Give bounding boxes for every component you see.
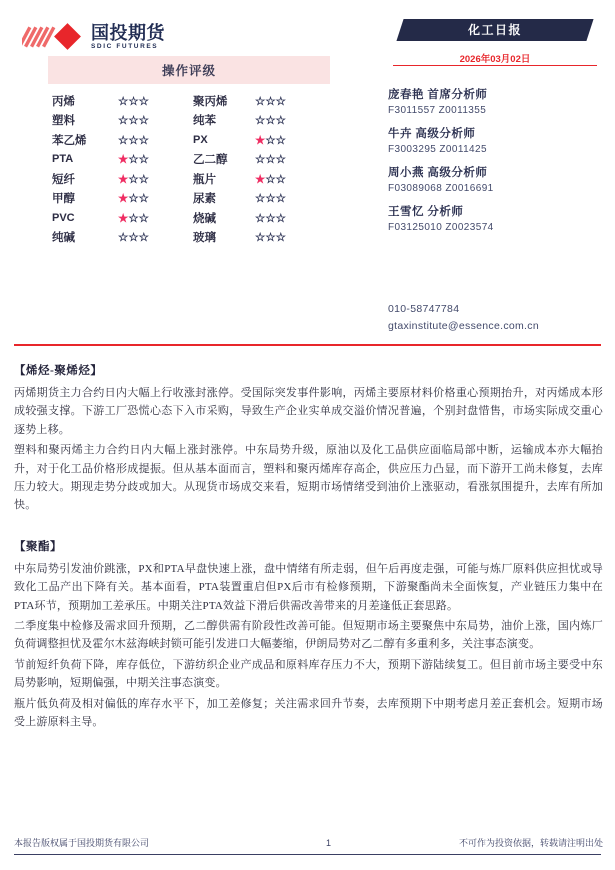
rating-item-name: 尿素 [193,193,216,206]
section-heading: 【烯烃-聚烯烃】 [14,365,103,377]
rating-star: ☆ [265,173,276,186]
rating-item-stars [255,230,330,244]
analyst-license-code: F3011557 Z0011355 [388,105,487,116]
operation-rating-panel [48,56,330,247]
section-paragraph: 中东局势引发油价跳涨，PX和PTA早盘快速上涨，盘中情绪有所走弱，但午后再度走强，可能与炼厂原料供应担忧或导致化工品产出下降有关。基本面看，PTA装置重启但PX后市有检修预期，下游聚酯尚未全面恢复，产业链压力集中在PTA环节，预期加工差承压。中期关注PTA效益下滑后供需改善带来的月差逢低正套思路。 [14,562,603,612]
rating-star: ☆ [275,95,286,108]
rating-star: ☆ [128,193,139,206]
rating-star: ☆ [118,232,129,245]
logo-text-cn: 国投期货 [91,22,165,43]
rating-star: ☆ [118,95,129,108]
rating-item-stars [118,94,193,108]
rating-row [48,169,330,189]
rating-item-stars [255,113,330,127]
rating-star: ☆ [255,115,266,128]
rating-star: ☆ [255,232,266,245]
analyst-license-code: F3003295 Z0011425 [388,144,487,155]
rating-item-stars [255,152,330,166]
rating-row [48,111,330,131]
rating-star: ☆ [265,232,276,245]
rating-item-name: 瓶片 [193,173,216,186]
rating-star: ☆ [265,193,276,206]
analyst-license-code: F03125010 Z0023574 [388,222,494,233]
rating-star: ☆ [138,212,149,225]
page-footer [14,836,603,849]
rating-row [48,228,330,248]
contact-email[interactable]: gtaxinstitute@essence.com.cn [388,320,539,332]
rating-star: ☆ [128,232,139,245]
report-title: 化工日报 [467,23,522,37]
section-paragraph: 塑料和聚丙烯主力合约日内大幅上涨封涨停。中东局势升级，原油以及化工品供应面临局部中断，运输成本亦大幅抬升，对于化工品价格形成提振。但从基本面而言，塑料和聚丙烯库存高企，供应压力凸显，而下游开工尚未修复，去库压力较大。期现走势分歧或加大。从现货市场成交来看，短期市场情绪受到油价上涨驱动，看涨氛围提升，去库有所加快。 [14,444,603,512]
rating-item-stars [118,172,193,186]
rating-item-stars [118,211,193,225]
rating-star: ☆ [275,173,286,186]
analyst-name: 王雪忆 分析师 [388,206,464,218]
rating-star: ☆ [138,232,149,245]
date-underline [393,65,597,66]
rating-star: ☆ [128,212,139,225]
rating-star: ☆ [128,173,139,186]
rating-star: ★ [255,134,266,147]
report-header [0,0,615,332]
rating-item-stars [255,211,330,225]
logo-text-en: SDIC FUTURES [91,42,159,50]
footer-page-number: 1 [325,837,331,848]
rating-star: ☆ [128,115,139,128]
rating-star: ☆ [255,154,266,167]
rating-item-name: 塑料 [52,115,75,128]
rating-star: ☆ [138,95,149,108]
rating-item-name: 纯苯 [193,115,216,128]
rating-star: ☆ [275,193,286,206]
rating-item-name: 玻璃 [193,232,216,245]
rating-star: ★ [118,173,129,186]
rating-item-name: 丙烯 [52,95,75,108]
rating-star: ☆ [138,154,149,167]
rating-item-stars [255,133,330,147]
contact-block [388,303,610,337]
footer-copyright: 本报告版权属于国投期货有限公司 [14,838,150,848]
rating-star: ☆ [275,115,286,128]
rating-star: ☆ [275,212,286,225]
rating-item-name: 乙二醇 [193,154,228,167]
rating-star: ☆ [138,193,149,206]
rating-star: ☆ [265,115,276,128]
rating-item-stars [255,94,330,108]
footer-disclaimer: 不可作为投资依据，转载请注明出处 [458,838,603,848]
rating-row [48,189,330,209]
rating-star: ☆ [255,193,266,206]
rating-star: ☆ [265,95,276,108]
report-body [14,358,603,734]
rating-star: ☆ [118,115,129,128]
analyst-license-code: F03089068 Z0016691 [388,183,494,194]
rating-item-stars [118,230,193,244]
logo-mark-icon [22,22,84,52]
rating-item-name: 短纤 [52,173,75,186]
rating-row [48,150,330,170]
rating-star: ★ [118,193,129,206]
rating-star: ☆ [138,173,149,186]
rating-item-name: 纯碱 [52,232,75,245]
section-paragraph: 丙烯期货主力合约日内大幅上行收涨封涨停。受国际突发事件影响，丙烯主要原材料价格重心预期抬升，对丙烯成本形成较强支撑。下游工厂恐慌心态下入市采购，导致生产企业实单成交溢价情况普遍，个别封盘惜售，市场实际成交重心逐势上移。 [14,387,603,436]
rating-star: ☆ [255,212,266,225]
rating-item-stars [255,191,330,205]
rating-item-stars [255,172,330,186]
section-paragraph: 节前短纤负荷下降，库存低位，下游纺织企业产成品和原料库存压力不大，预期下游陆续复工。但目前市场主要受中东局势影响，短期偏强，中期关注事态演变。 [14,658,603,690]
rating-item-name: 甲醇 [52,193,75,206]
rating-star: ☆ [265,154,276,167]
rating-item-name: PX [193,133,208,146]
report-date: 2026年03月02日 [459,54,531,65]
rating-item-name: PVC [52,211,75,224]
rating-row [48,91,330,111]
header-divider [14,344,601,346]
section-paragraph: 二季度集中检修及需求回升预期，乙二醇供需有阶段性改善可能。但短期市场主要聚焦中东局势，油价上涨，国内炼厂负荷调整担忧及霍尔木兹海峡封锁可能引发进口大幅萎缩，伊朗局势对乙二醇有多重利多，关注事态演变。 [14,620,603,651]
company-logo [22,20,165,54]
analyst-name: 牛卉 高级分析师 [388,128,476,140]
section-paragraph: 瓶片低负荷及相对偏低的库存水平下，加工差修复；关注需求回升节奏，去库预期下中期考虑月差正套机会。短期市场受上游原料主导。 [14,697,603,729]
rating-table-title: 操作评级 [48,56,330,84]
section-spacer [14,517,603,534]
rating-star: ★ [255,173,266,186]
analyst-name: 庞春艳 首席分析师 [388,89,488,101]
rating-item-name: 烧碱 [193,212,216,225]
rating-star: ★ [118,154,129,167]
rating-row [48,130,330,150]
rating-star: ☆ [275,232,286,245]
analyst-list [388,86,610,242]
rating-row [48,208,330,228]
analyst-name: 周小燕 高级分析师 [388,167,488,179]
rating-item-stars [118,152,193,166]
rating-star: ☆ [275,134,286,147]
rating-star: ☆ [255,95,266,108]
rating-star: ☆ [128,154,139,167]
rating-item-name: 聚丙烯 [193,95,228,108]
rating-star: ☆ [128,95,139,108]
rating-star: ☆ [138,115,149,128]
rating-item-name: PTA [52,153,74,166]
rating-star: ★ [118,212,129,225]
rating-item-stars [118,191,193,205]
rating-star: ☆ [128,134,139,147]
rating-star: ☆ [118,134,129,147]
contact-phone: 010-58747784 [388,303,460,315]
rating-star: ☆ [265,212,276,225]
rating-star: ☆ [265,134,276,147]
rating-star: ☆ [138,134,149,147]
footer-divider [14,854,601,855]
rating-item-name: 苯乙烯 [52,134,87,147]
rating-item-stars [118,133,193,147]
rating-star: ☆ [275,154,286,167]
section-heading: 【聚酯】 [14,540,62,553]
rating-item-stars [118,113,193,127]
rating-table-rows [48,91,330,247]
